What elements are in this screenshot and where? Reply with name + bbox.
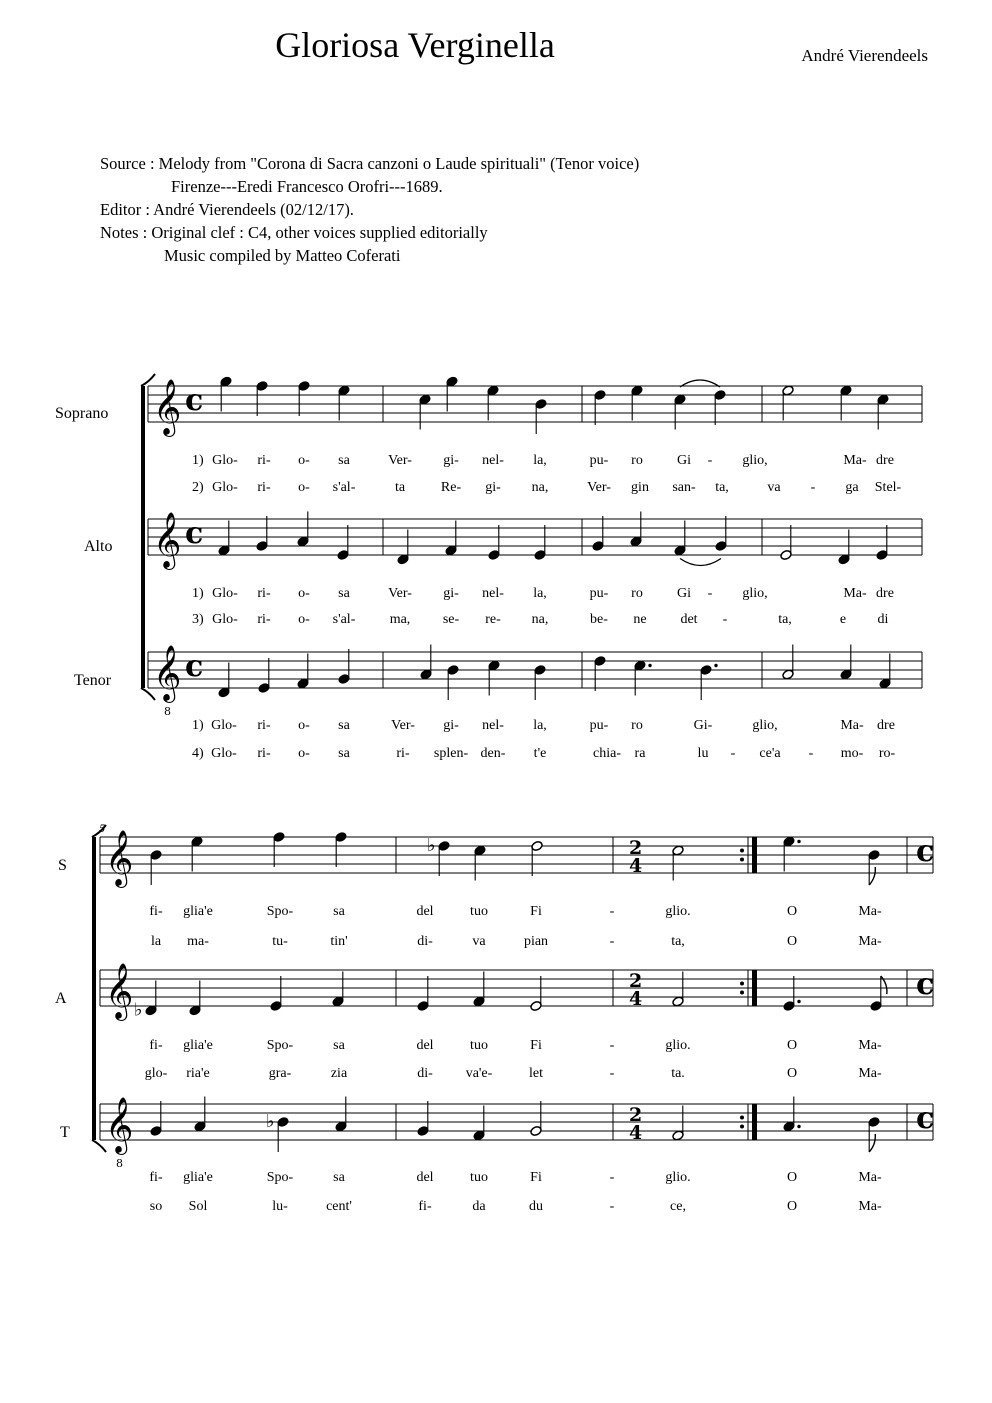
repeat-thick-bar xyxy=(752,837,757,873)
treble-clef-icon: 𝄞 xyxy=(153,645,182,701)
lyric-syllable: Sol xyxy=(188,1199,208,1214)
lyric-syllable: so xyxy=(149,1199,163,1214)
lyric-syllable: glia'e xyxy=(183,1038,213,1053)
lyric-syllable: chia- xyxy=(593,746,621,761)
lyric-syllable: lu xyxy=(697,746,709,761)
lyric-syllable: Fi xyxy=(530,1038,542,1053)
common-time-icon: c xyxy=(916,967,935,1002)
lyric-syllable: O xyxy=(786,1170,798,1185)
lyric-syllable: ce'a xyxy=(759,746,781,761)
notes-line-publisher: Firenze---Eredi Francesco Orofri---1689. xyxy=(171,177,443,196)
note-flag xyxy=(869,867,875,885)
bracket-hook xyxy=(92,1140,106,1152)
lyric-syllable: nel- xyxy=(482,586,504,601)
lyric-syllable: o- xyxy=(298,612,310,627)
lyric-syllable: del xyxy=(416,1038,434,1053)
lyric-syllable: na, xyxy=(531,480,549,495)
lyric-syllable: t'e xyxy=(533,746,547,761)
verse-number: 1) xyxy=(192,718,204,733)
treble-clef-icon: 𝄞 xyxy=(105,963,134,1019)
treble-clef-icon: 𝄞 xyxy=(105,830,134,886)
lyric-syllable: glia'e xyxy=(183,1170,213,1185)
lyric-syllable: dre xyxy=(876,586,894,601)
lyric-syllable: Ma- xyxy=(843,453,867,468)
lyric-syllable: be- xyxy=(590,612,608,627)
lyric-syllable: ga xyxy=(845,480,859,495)
lyric-syllable: dre xyxy=(876,453,894,468)
lyric-syllable: tin' xyxy=(330,934,348,949)
lyric-syllable: Ma- xyxy=(858,1066,882,1081)
lyric-syllable: Glo- xyxy=(211,746,237,761)
lyric-syllable: - xyxy=(707,453,713,468)
time-signature-numerator: 2 xyxy=(629,1104,643,1126)
lyric-syllable: del xyxy=(416,904,434,919)
lyric-syllable: let xyxy=(529,1066,543,1081)
treble-clef-icon: 𝄞 xyxy=(105,1097,134,1153)
lyric-syllable: la xyxy=(150,934,162,949)
lyric-syllable: pian xyxy=(523,934,549,949)
repeat-thick-bar xyxy=(752,1104,757,1140)
lyric-syllable: Ma- xyxy=(843,586,867,601)
lyric-syllable: gi- xyxy=(443,453,459,468)
repeat-dot xyxy=(740,858,744,862)
lyric-syllable: tuo xyxy=(470,904,488,919)
lyric-syllable: cent' xyxy=(326,1199,352,1214)
repeat-dot xyxy=(740,849,744,853)
verse-number: 2) xyxy=(192,480,204,495)
lyric-syllable: lu- xyxy=(272,1199,288,1214)
lyric-syllable: fi- xyxy=(149,904,163,919)
lyric-syllable: glio. xyxy=(665,904,691,919)
lyric-syllable: den- xyxy=(480,746,506,761)
lyric-syllable: gi- xyxy=(443,586,459,601)
lyric-syllable: san- xyxy=(672,480,696,495)
lyric-syllable: fi- xyxy=(418,1199,432,1214)
lyric-syllable: ri- xyxy=(257,586,271,601)
lyric-syllable: ra xyxy=(634,746,646,761)
lyric-syllable: tuo xyxy=(470,1038,488,1053)
common-time-icon: c xyxy=(185,649,204,684)
flat-accidental-icon: ♭ xyxy=(266,1111,275,1132)
lyric-syllable: glo- xyxy=(144,1066,168,1081)
octava-mark: 8 xyxy=(116,1157,123,1170)
part-name-full: Tenor xyxy=(74,672,112,689)
lyric-syllable: Gi xyxy=(677,586,691,601)
lyric-syllable: sa xyxy=(333,1170,345,1185)
lyric-syllable: Ma- xyxy=(858,1170,882,1185)
lyric-syllable: sa xyxy=(338,453,350,468)
notes-line-source: Source : Melody from "Corona di Sacra canzoni o Laude spirituali" (Tenor voice) xyxy=(100,154,640,173)
lyric-syllable: O xyxy=(786,1199,798,1214)
system-bracket xyxy=(141,386,145,688)
lyric-syllable: ri- xyxy=(257,612,271,627)
lyric-syllable: ta. xyxy=(671,1066,685,1081)
lyric-syllable: pu- xyxy=(589,453,609,468)
lyric-syllable: Ver- xyxy=(388,586,412,601)
lyric-syllable: ta xyxy=(394,480,406,495)
lyric-syllable: dre xyxy=(877,718,895,733)
treble-clef-icon: 𝄞 xyxy=(153,512,182,568)
lyric-syllable: fi- xyxy=(149,1038,163,1053)
lyric-syllable: Spo- xyxy=(266,904,294,919)
lyric-syllable: - xyxy=(810,480,816,495)
lyric-syllable: ro- xyxy=(878,746,896,761)
part-name-short: T xyxy=(60,1124,70,1141)
lyric-syllable: ri- xyxy=(257,480,271,495)
measure-number: 5 xyxy=(99,824,106,835)
composer-name: André Vierendeels xyxy=(801,46,928,65)
lyric-syllable: ri- xyxy=(396,746,410,761)
lyric-syllable: O xyxy=(786,1066,798,1081)
lyric-syllable: ro xyxy=(631,586,643,601)
verse-number: 4) xyxy=(192,746,204,761)
lyric-syllable: ria'e xyxy=(186,1066,210,1081)
lyric-syllable: - xyxy=(609,1199,615,1214)
flat-accidental-icon: ♭ xyxy=(427,835,436,856)
lyric-syllable: Ma- xyxy=(858,1199,882,1214)
lyric-syllable: gi- xyxy=(485,480,501,495)
notes-line-editor: Editor : André Vierendeels (02/12/17). xyxy=(100,200,354,219)
lyric-syllable: Glo- xyxy=(212,480,238,495)
lyric-syllable: gra- xyxy=(268,1066,292,1081)
lyric-syllable: ri- xyxy=(257,453,271,468)
time-signature-denominator: 4 xyxy=(629,855,643,877)
lyric-syllable: - xyxy=(609,1066,615,1081)
lyric-syllable: va xyxy=(767,480,781,495)
part-name-full: Alto xyxy=(84,538,113,555)
repeat-dot xyxy=(740,1125,744,1129)
lyric-syllable: Glo- xyxy=(211,718,237,733)
common-time-icon: c xyxy=(185,383,204,418)
augmentation-dot xyxy=(797,840,800,843)
lyric-syllable: Spo- xyxy=(266,1038,294,1053)
lyric-syllable: la, xyxy=(533,718,547,733)
lyric-syllable: O xyxy=(786,1038,798,1053)
lyric-syllable: gin xyxy=(631,480,649,495)
lyric-syllable: ri- xyxy=(257,746,271,761)
lyric-syllable: det xyxy=(680,612,698,627)
lyric-syllable: re- xyxy=(485,612,501,627)
lyric-syllable: Glo- xyxy=(212,453,238,468)
lyric-syllable: na, xyxy=(531,612,549,627)
lyric-syllable: glio, xyxy=(752,718,778,733)
lyric-syllable: glio. xyxy=(665,1038,691,1053)
lyric-syllable: - xyxy=(730,746,736,761)
lyric-syllable: splen- xyxy=(433,746,469,761)
flat-accidental-icon: ♭ xyxy=(134,999,143,1021)
lyric-syllable: di xyxy=(877,612,889,627)
lyric-syllable: glio, xyxy=(742,453,768,468)
lyric-syllable: Glo- xyxy=(212,586,238,601)
octava-mark: 8 xyxy=(164,705,171,718)
lyric-syllable: la, xyxy=(533,453,547,468)
lyric-syllable: o- xyxy=(298,746,310,761)
lyric-syllable: - xyxy=(609,1038,615,1053)
lyric-syllable: Ma- xyxy=(840,718,864,733)
common-time-icon: c xyxy=(916,1101,935,1136)
lyric-syllable: glio. xyxy=(665,1170,691,1185)
lyric-syllable: ro xyxy=(631,718,643,733)
lyric-syllable: fi- xyxy=(149,1170,163,1185)
lyric-syllable: va'e- xyxy=(465,1066,493,1081)
part-name-full: Soprano xyxy=(55,405,109,422)
lyric-syllable: Gi xyxy=(677,453,691,468)
repeat-dot xyxy=(740,1116,744,1120)
lyric-syllable: di- xyxy=(417,1066,433,1081)
augmentation-dot xyxy=(797,1125,800,1128)
lyric-syllable: Ma- xyxy=(858,934,882,949)
lyric-syllable: Stel- xyxy=(874,480,902,495)
lyric-syllable: tu- xyxy=(272,934,288,949)
system-bracket xyxy=(92,837,96,1140)
repeat-thick-bar xyxy=(752,970,757,1006)
lyric-syllable: pu- xyxy=(589,586,609,601)
page-title: Gloriosa Verginella xyxy=(275,25,555,65)
common-time-icon: c xyxy=(185,516,204,551)
lyric-syllable: va xyxy=(472,934,486,949)
lyric-syllable: Re- xyxy=(440,480,462,495)
lyric-syllable: sa xyxy=(338,586,350,601)
lyric-syllable: - xyxy=(722,612,728,627)
lyric-syllable: mo- xyxy=(840,746,864,761)
lyric-syllable: Ma- xyxy=(858,904,882,919)
lyric-syllable: o- xyxy=(298,586,310,601)
lyric-syllable: di- xyxy=(417,934,433,949)
repeat-dot xyxy=(740,982,744,986)
lyric-syllable: sa xyxy=(338,718,350,733)
lyric-syllable: sa xyxy=(338,746,350,761)
lyric-syllable: ma, xyxy=(389,612,411,627)
lyric-syllable: tuo xyxy=(470,1170,488,1185)
lyric-syllable: ce, xyxy=(670,1199,686,1214)
lyric-syllable: Ver- xyxy=(391,718,415,733)
lyric-syllable: - xyxy=(609,904,615,919)
lyric-syllable: O xyxy=(786,904,798,919)
lyric-syllable: - xyxy=(808,746,814,761)
lyric-syllable: glia'e xyxy=(183,904,213,919)
lyric-syllable: gi- xyxy=(443,718,459,733)
lyric-syllable: du xyxy=(529,1199,543,1214)
time-signature-numerator: 2 xyxy=(629,970,643,992)
lyric-syllable: ma- xyxy=(187,934,209,949)
notes-line-clef: Notes : Original clef : C4, other voices supplied editorially xyxy=(100,223,488,242)
lyric-syllable: ta, xyxy=(778,612,792,627)
lyric-syllable: - xyxy=(707,586,713,601)
lyric-syllable: pu- xyxy=(589,718,609,733)
lyric-syllable: Fi xyxy=(530,904,542,919)
lyric-syllable: e xyxy=(839,612,847,627)
lyric-syllable: ne xyxy=(633,612,647,627)
augmentation-dot xyxy=(648,664,651,667)
lyric-syllable: - xyxy=(609,1170,615,1185)
part-name-short: S xyxy=(58,857,67,874)
lyric-syllable: o- xyxy=(298,453,310,468)
part-name-short: A xyxy=(55,990,67,1007)
lyric-syllable: glio, xyxy=(742,586,768,601)
verse-number: 1) xyxy=(192,586,204,601)
lyric-syllable: del xyxy=(416,1170,434,1185)
lyric-syllable: - xyxy=(609,934,615,949)
lyric-syllable: nel- xyxy=(482,718,504,733)
lyric-syllable: O xyxy=(786,934,798,949)
lyric-syllable: nel- xyxy=(482,453,504,468)
verse-number: 3) xyxy=(192,612,204,627)
lyric-syllable: sa xyxy=(333,1038,345,1053)
lyric-syllable: da xyxy=(472,1199,486,1214)
lyric-syllable: sa xyxy=(333,904,345,919)
lyric-syllable: Glo- xyxy=(212,612,238,627)
lyric-syllable: la, xyxy=(533,586,547,601)
note-flag xyxy=(869,1134,875,1152)
time-signature-denominator: 4 xyxy=(629,988,643,1010)
treble-clef-icon: 𝄞 xyxy=(153,379,182,435)
lyric-syllable: ta, xyxy=(715,480,729,495)
lyric-syllable: ro xyxy=(631,453,643,468)
lyric-syllable: Ver- xyxy=(388,453,412,468)
time-signature-denominator: 4 xyxy=(629,1122,643,1144)
repeat-dot xyxy=(740,991,744,995)
lyric-syllable: o- xyxy=(298,718,310,733)
lyric-syllable: zia xyxy=(330,1066,348,1081)
lyric-syllable: se- xyxy=(442,612,460,627)
augmentation-dot xyxy=(797,1000,800,1003)
time-signature-numerator: 2 xyxy=(629,837,643,859)
notes-line-compiled: Music compiled by Matteo Coferati xyxy=(164,246,401,265)
augmentation-dot xyxy=(714,664,717,667)
lyric-syllable: Ver- xyxy=(587,480,611,495)
slur xyxy=(680,559,721,566)
lyric-syllable: o- xyxy=(298,480,310,495)
lyric-syllable: Ma- xyxy=(858,1038,882,1053)
lyric-syllable: Gi- xyxy=(693,718,713,733)
lyric-syllable: Spo- xyxy=(266,1170,294,1185)
lyric-syllable: s'al- xyxy=(332,480,356,495)
lyric-syllable: s'al- xyxy=(332,612,356,627)
lyric-syllable: Fi xyxy=(530,1170,542,1185)
lyric-syllable: ta, xyxy=(671,934,685,949)
verse-number: 1) xyxy=(192,453,204,468)
common-time-icon: c xyxy=(916,834,935,869)
lyric-syllable: ri- xyxy=(257,718,271,733)
